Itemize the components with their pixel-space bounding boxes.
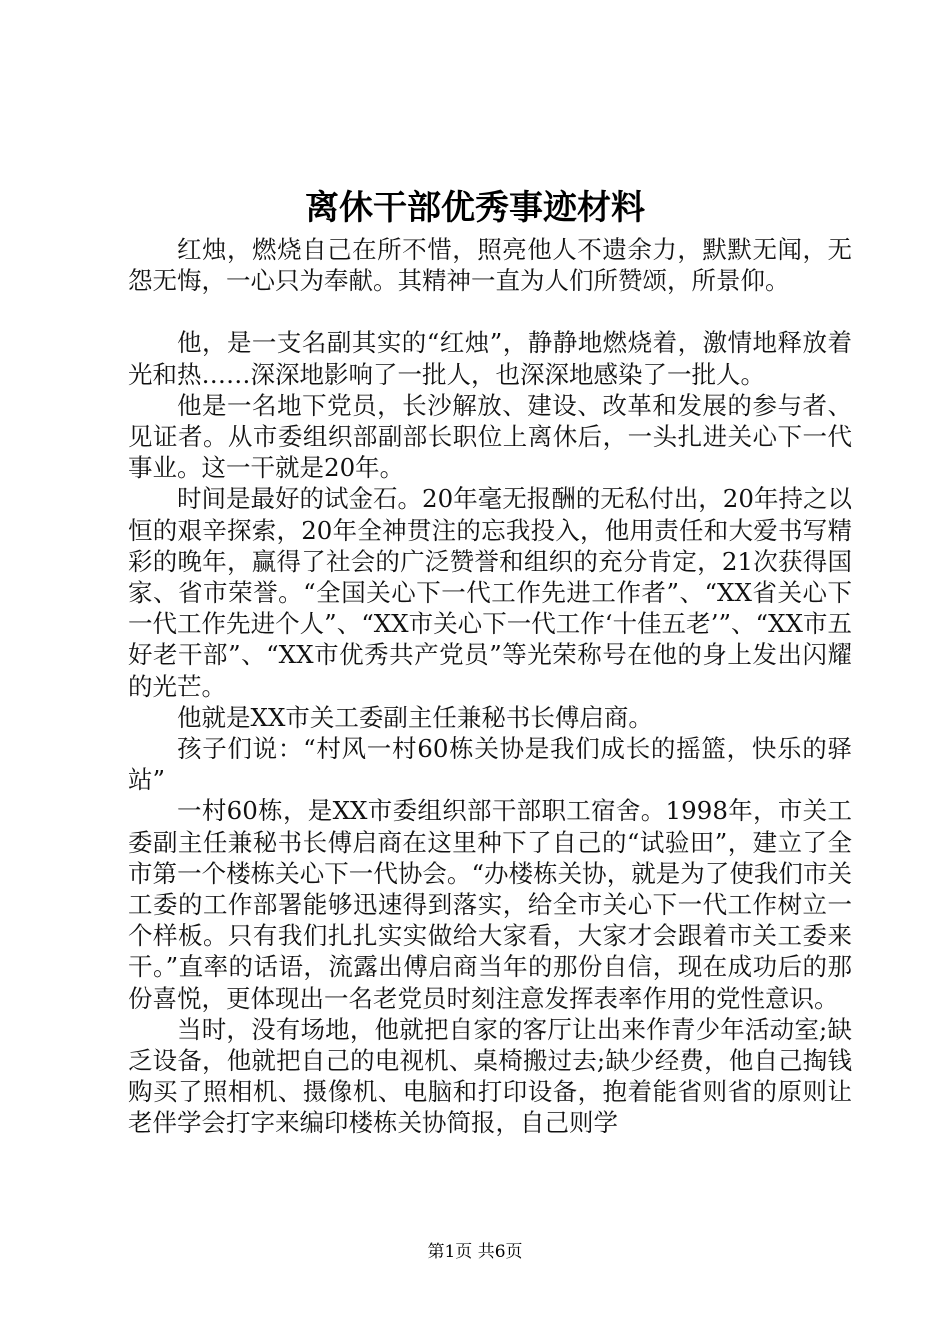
paragraph: 一村60栋，是XX市委组织部干部职工宿舍。1998年，市关工委副主任兼秘书长傅启商在这里种下了自己的“试验田”，建立了全市第一个楼栋关心下一代协会。“办楼栋关协，就是为了使我们市关工委的工作部署能够迅速得到落实，给全市关心下一代工作树立一个样板。只有我们扎扎实实做给大家看，大家才会跟着市关工委来干。”直率的话语，流露出傅启商当年的那份自信，现在成功后的那份喜悦，更体现出一名老党员时刻注意发挥表率作用的党性意识。 <box>128 796 852 1013</box>
paragraph: 他是一名地下党员，长沙解放、建设、改革和发展的参与者、见证者。从市委组织部副部长职位上离休后，一头扎进关心下一代事业。这一干就是20年。 <box>128 390 852 483</box>
paragraph: 他就是XX市关工委副主任兼秘书长傅启商。 <box>177 702 653 732</box>
paragraph: 他，是一支名副其实的“红烛”，静静地燃烧着，激情地释放着光和热……深深地影响了一批人，也深深地感染了一批人。 <box>128 328 852 389</box>
paragraph: 当时，没有场地，他就把自家的客厅让出来作青少年活动室;缺乏设备，他就把自己的电视机、桌椅搬过去;缺少经费，他自己掏钱购买了照相机、摄像机、电脑和打印设备，抱着能省则省的原则让老伴学会打字来编印楼栋关协简报，自己则学 <box>128 1014 852 1138</box>
paragraph: 孩子们说：“村风一村60栋关协是我们成长的摇篮，快乐的驿站” <box>128 734 852 795</box>
paragraph-spacer <box>128 296 852 327</box>
page-footer: 第1页 共6页 <box>427 1242 523 1262</box>
paragraph: 红烛，燃烧自己在所不惜，照亮他人不遗余力，默默无闻，无怨无悔，一心只为奉献。其精神一直为人们所赞颂，所景仰。 <box>128 235 852 296</box>
document-body <box>128 234 852 1139</box>
paragraph: 时间是最好的试金石。20年毫无报酬的无私付出，20年持之以恒的艰辛探索，20年全神贯注的忘我投入，他用责任和大爱书写精彩的晚年，赢得了社会的广泛赞誉和组织的充分肯定，21次获得国家、省市荣誉。“全国关心下一代工作先进工作者”、“XX省关心下一代工作先进个人”、“XX市关心下一代工作‘十佳五老’”、“XX市五好老干部”、“XX市优秀共产党员”等光荣称号在他的身上发出闪耀的光芒。 <box>128 484 852 701</box>
document-title: 离休干部优秀事迹材料 <box>305 188 645 228</box>
